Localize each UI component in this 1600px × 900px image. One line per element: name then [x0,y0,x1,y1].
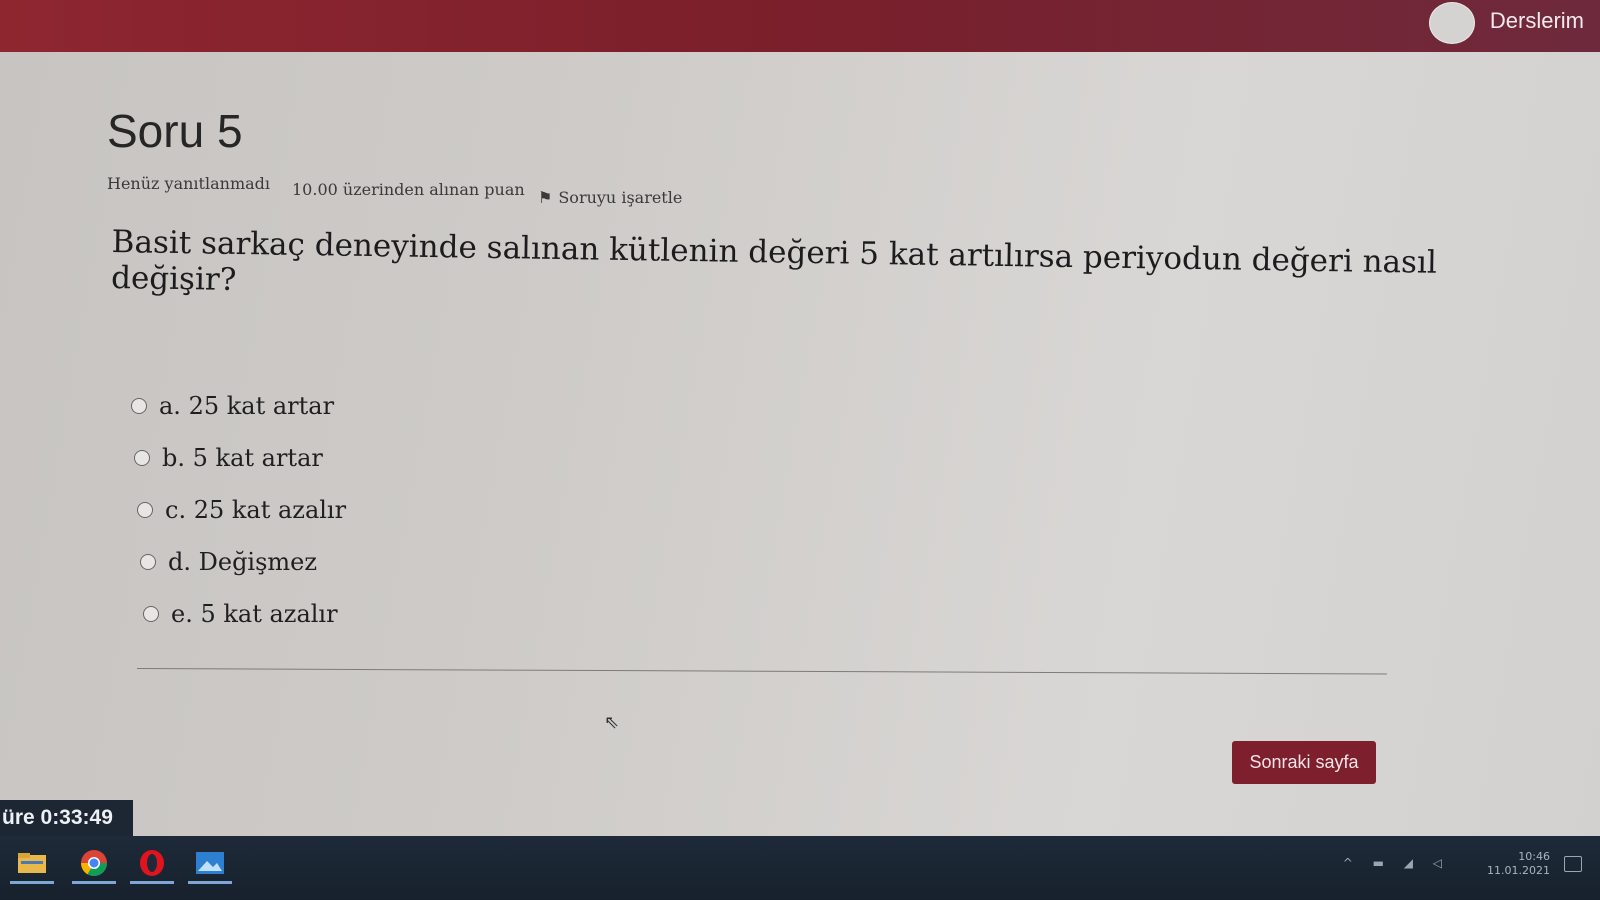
taskbar [0,836,1600,900]
clock-date: 11.01.2021 [1487,864,1550,877]
question-title: Soru 5 [107,105,243,157]
clock[interactable] [1487,850,1550,878]
option-d[interactable] [140,536,346,588]
option-label: b. 5 kat artar [162,444,323,472]
user-avatar[interactable] [1429,2,1475,44]
flag-question-link[interactable] [538,188,682,207]
mouse-cursor-icon: ⇖ [604,712,620,733]
quiz-timer: üre 0:33:49 [0,800,133,836]
radio-icon[interactable] [134,450,150,466]
flag-question-label: Soruyu işaretle [558,188,683,207]
next-page-button[interactable]: Sonraki sayfa [1232,741,1376,784]
option-label: c. 25 kat azalır [165,496,347,524]
option-b[interactable] [134,432,346,484]
question-status: Henüz yanıtlanmadı [107,174,271,193]
radio-icon[interactable] [140,554,156,570]
option-c[interactable] [137,484,346,536]
radio-icon[interactable] [131,398,147,414]
system-tray-icons[interactable]: ^ ▬ ◢ ◁ [1342,856,1450,870]
flag-icon: ⚑ [538,188,553,207]
answer-options [131,380,346,640]
divider [137,668,1387,674]
chrome-icon[interactable] [72,846,116,880]
opera-icon[interactable] [130,846,174,880]
radio-icon[interactable] [137,502,153,518]
option-label: a. 25 kat artar [159,392,335,420]
clock-time: 10:46 [1518,850,1550,863]
notification-icon[interactable] [1564,856,1582,872]
top-navbar [0,0,1600,52]
option-label: d. Değişmez [168,548,318,576]
photos-icon[interactable] [188,846,232,880]
question-points: 10.00 üzerinden alınan puan [292,180,525,199]
file-explorer-icon[interactable] [10,846,54,880]
option-e[interactable] [143,588,346,640]
radio-icon[interactable] [143,606,159,622]
question-text: Basit sarkaç deneyinde salınan kütlenin değeri 5 kat artılırsa periyodun değeri nasıl değişir? [110,224,1438,298]
my-courses-link[interactable]: Derslerim [1489,8,1584,33]
option-label: e. 5 kat azalır [171,600,338,628]
option-a[interactable] [131,380,346,432]
